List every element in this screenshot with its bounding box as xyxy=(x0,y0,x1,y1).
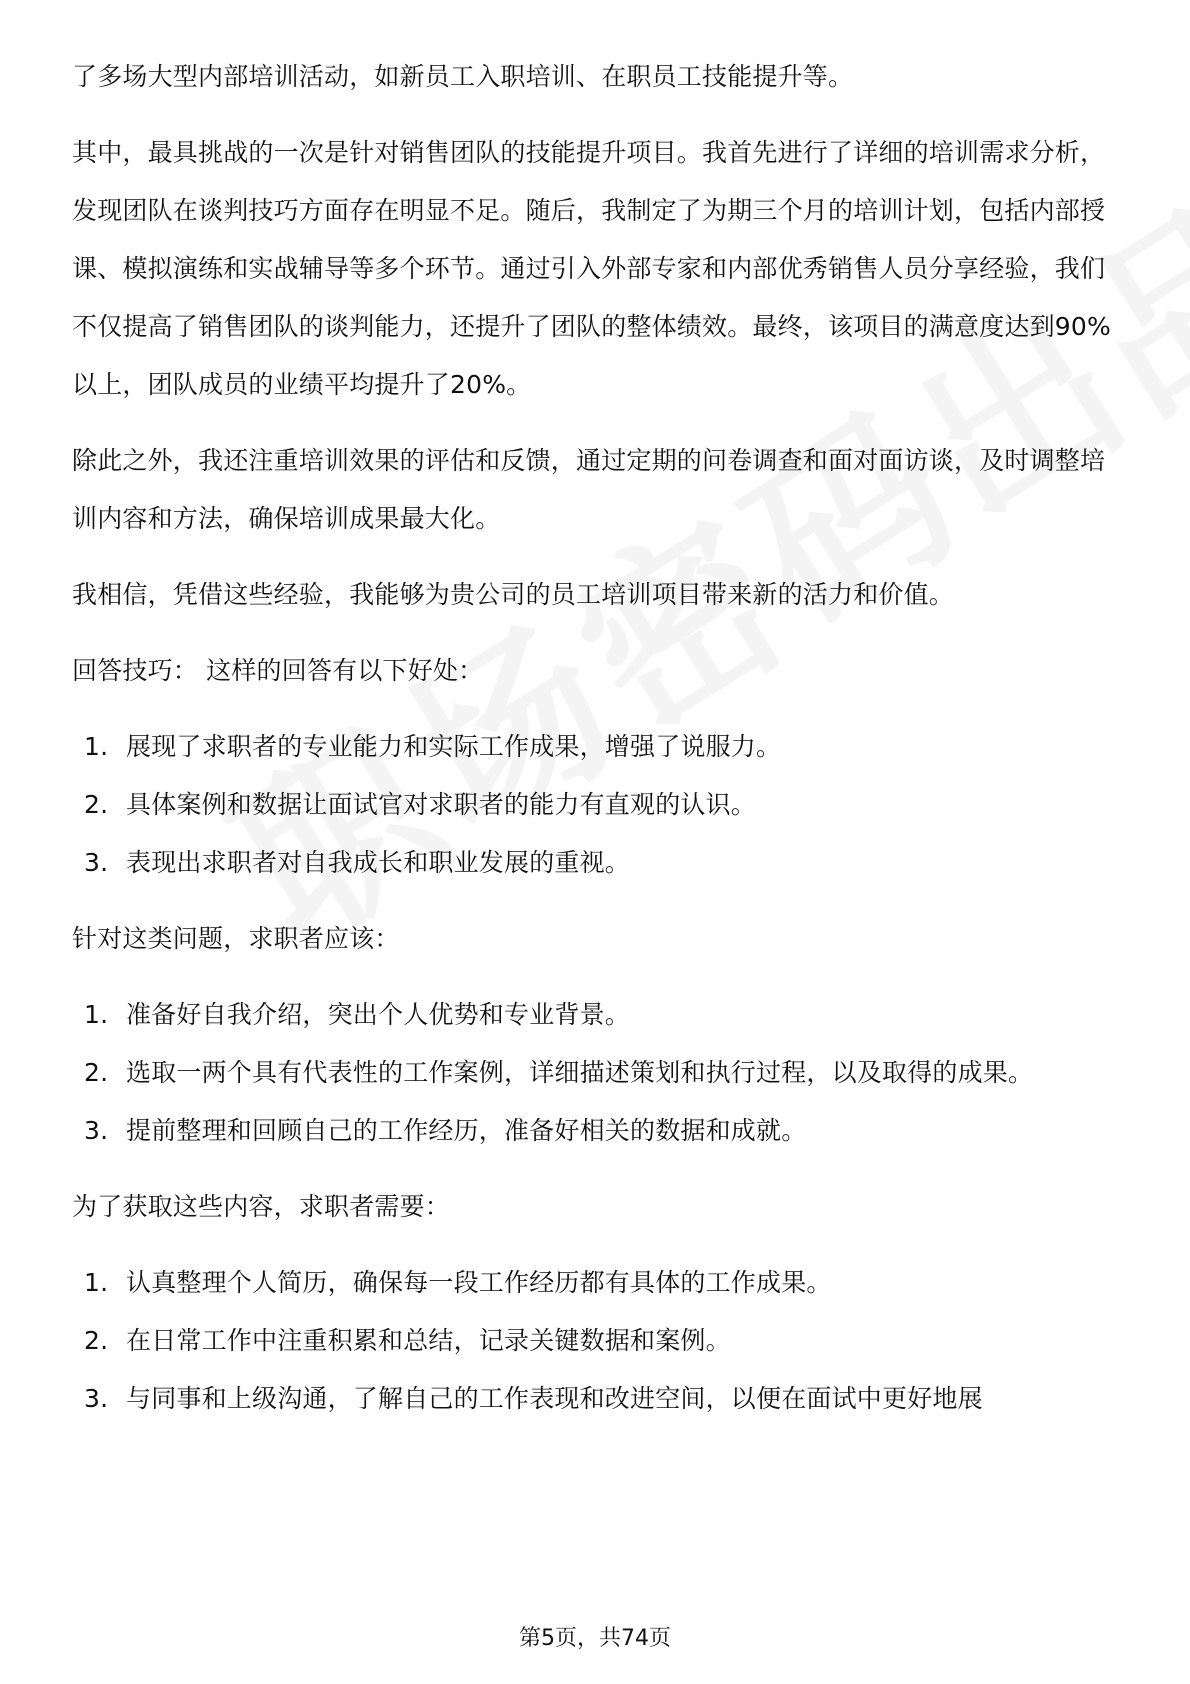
paragraph-evaluation: 除此之外，我还注重培训效果的评估和反馈，通过定期的问卷调查和面对面访谈，及时调整培训内容和方法，确保培训成果最大化。 xyxy=(72,446,1106,533)
list-number: 3. xyxy=(84,848,109,877)
list-item-text: 在日常工作中注重积累和总结，记录关键数据和案例。 xyxy=(126,1326,731,1355)
list-item xyxy=(72,1312,1122,1370)
list-item-text: 表现出求职者对自我成长和职业发展的重视。 xyxy=(126,848,631,877)
need-heading: 为了获取这些内容，求职者需要： xyxy=(72,1192,451,1221)
list-number: 3. xyxy=(84,1116,109,1145)
should-heading: 针对这类问题，求职者应该： xyxy=(72,924,400,953)
page-number-footer: 第5页，共74页 xyxy=(519,1626,671,1651)
list-number: 1. xyxy=(84,1000,109,1029)
list-item xyxy=(72,834,1122,892)
list-item xyxy=(72,718,1122,776)
list-item-text: 准备好自我介绍，突出个人优势和专业背景。 xyxy=(126,1000,631,1029)
list-item-text: 与同事和上级沟通，了解自己的工作表现和改进空间，以便在面试中更好地展 xyxy=(126,1384,983,1413)
list-item xyxy=(72,986,1122,1044)
tips-heading: 回答技巧： 这样的回答有以下好处： xyxy=(72,656,484,685)
paragraph-sales-project: 其中，最具挑战的一次是针对销售团队的技能提升项目。我首先进行了详细的培训需求分析，发现团队在谈判技巧方面存在明显不足。随后，我制定了为期三个月的培训计划，包括内部授课、模拟演练和实战辅导等多个环节。通过引入外部专家和内部优秀销售人员分享经验，我们不仅提高了销售团队的谈判能力，还提升了团队的整体绩效。最终，该项目的满意度达到90%以上，团队成员的业绩平均提升了20%。 xyxy=(72,138,1111,399)
document-page xyxy=(72,48,1122,1428)
list-number: 3. xyxy=(84,1384,109,1413)
list-number: 1. xyxy=(84,732,109,761)
list-item-text: 选取一两个具有代表性的工作案例，详细描述策划和执行过程，以及取得的成果。 xyxy=(126,1058,1034,1087)
list-item-text: 认真整理个人简历，确保每一段工作经历都有具体的工作成果。 xyxy=(126,1268,832,1297)
list-item-text: 提前整理和回顾自己的工作经历，准备好相关的数据和成就。 xyxy=(126,1116,807,1145)
list-item xyxy=(72,1044,1122,1102)
tips-list xyxy=(72,718,1122,892)
list-item-text: 展现了求职者的专业能力和实际工作成果，增强了说服力。 xyxy=(126,732,782,761)
list-item xyxy=(72,1102,1122,1160)
list-item xyxy=(72,1370,1122,1428)
paragraph-conclusion: 我相信，凭借这些经验，我能够为贵公司的员工培训项目带来新的活力和价值。 xyxy=(72,580,955,609)
should-list xyxy=(72,986,1122,1160)
need-list xyxy=(72,1254,1122,1428)
list-number: 2. xyxy=(84,1058,109,1087)
list-number: 2. xyxy=(84,790,109,819)
list-number: 2. xyxy=(84,1326,109,1355)
list-number: 1. xyxy=(84,1268,109,1297)
list-item-text: 具体案例和数据让面试官对求职者的能力有直观的认识。 xyxy=(126,790,757,819)
list-item xyxy=(72,1254,1122,1312)
paragraph-intro-continuation: 了多场大型内部培训活动，如新员工入职培训、在职员工技能提升等。 xyxy=(72,62,854,91)
list-item xyxy=(72,776,1122,834)
